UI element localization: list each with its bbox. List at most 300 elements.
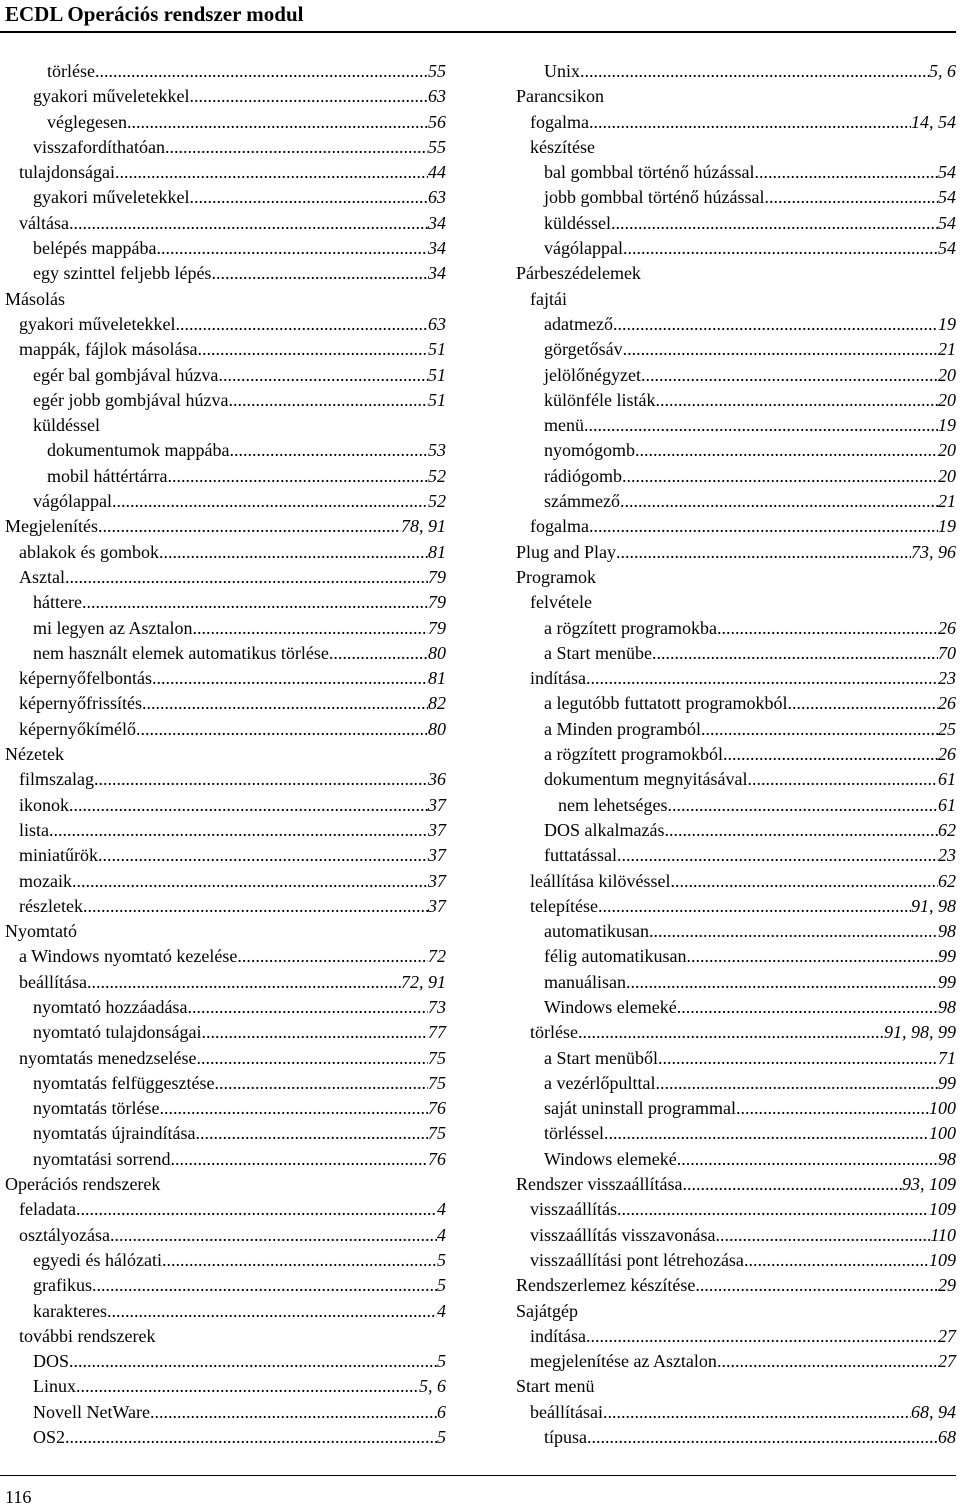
index-page-ref: 56	[428, 111, 446, 132]
index-entry	[0, 489, 446, 514]
index-page-ref: 76	[428, 1098, 446, 1119]
index-term: visszafordíthatóan	[33, 136, 165, 157]
index-entry	[0, 666, 446, 691]
index-entry	[0, 1046, 446, 1071]
dot-leader	[65, 565, 428, 590]
index-page-ref: 68	[938, 1427, 956, 1448]
index-entry	[0, 1147, 446, 1172]
index-term: visszaállítás	[530, 1199, 617, 1220]
index-page-ref: 51	[428, 339, 446, 360]
index-page-ref: 21	[938, 491, 956, 512]
dot-leader	[69, 1349, 437, 1374]
dot-leader	[329, 641, 428, 666]
index-term: készítése	[530, 136, 595, 157]
index-term: Rendszer visszaállítása	[516, 1174, 683, 1195]
index-page-ref: 37	[428, 794, 446, 815]
index-entry	[513, 767, 956, 792]
index-term: DOS	[33, 1351, 70, 1372]
dot-leader	[611, 211, 938, 236]
dot-leader	[167, 464, 428, 489]
index-entry	[0, 717, 446, 742]
index-page-ref: 26	[938, 693, 956, 714]
index-term: nyomtatás felfüggesztése	[33, 1072, 215, 1093]
index-entry	[0, 1273, 446, 1298]
dot-leader	[616, 540, 911, 565]
index-term: fogalma	[530, 516, 589, 537]
index-entry	[0, 1020, 446, 1045]
dot-leader	[214, 1071, 428, 1096]
index-entry	[0, 869, 446, 894]
dot-leader	[715, 1223, 930, 1248]
index-page-ref: 77	[428, 1022, 446, 1043]
index-term: dokumentum megnyitásával	[544, 769, 748, 790]
index-entry	[0, 970, 446, 995]
index-page-ref: 75	[428, 1123, 446, 1144]
index-term: Parancsikon	[516, 86, 604, 107]
index-entry	[0, 464, 446, 489]
index-entry	[0, 616, 446, 641]
index-entry	[0, 919, 446, 944]
dot-leader	[617, 843, 938, 868]
index-term: nyomtatás törlése	[33, 1098, 160, 1119]
index-term: nyomtató tulajdonságai	[33, 1022, 202, 1043]
index-page-ref: 78, 91	[401, 516, 446, 537]
index-entry	[513, 894, 956, 919]
index-page-ref: 100	[929, 1098, 956, 1119]
index-page-ref: 37	[428, 819, 446, 840]
index-term: Nézetek	[5, 744, 64, 765]
index-entry	[0, 742, 446, 767]
index-page-ref: 99	[938, 1072, 956, 1093]
index-term: fogalma	[530, 111, 589, 132]
dot-leader	[613, 312, 938, 337]
dot-leader	[686, 944, 938, 969]
index-page-ref: 68, 94	[911, 1401, 956, 1422]
dot-leader	[603, 1400, 911, 1425]
index-page-ref: 5	[437, 1351, 446, 1372]
dot-leader	[695, 1273, 938, 1298]
index-term: Windows elemeké	[544, 996, 677, 1017]
index-page-ref: 20	[938, 364, 956, 385]
dot-leader	[211, 261, 428, 286]
index-term: törléssel	[544, 1123, 604, 1144]
dot-leader	[65, 1425, 437, 1450]
index-page-ref: 37	[428, 870, 446, 891]
index-term: különféle listák	[544, 389, 656, 410]
dot-leader	[754, 160, 938, 185]
dot-leader	[598, 894, 911, 919]
index-page-ref: 5	[437, 1427, 446, 1448]
index-term: a Start menüből	[544, 1047, 658, 1068]
dot-leader	[175, 312, 428, 337]
index-entry	[513, 793, 956, 818]
index-entry	[513, 1197, 956, 1222]
index-entry	[513, 388, 956, 413]
dot-leader	[98, 514, 401, 539]
index-page-ref: 20	[938, 389, 956, 410]
index-term: osztályozása	[19, 1224, 110, 1245]
index-page-ref: 36	[428, 769, 446, 790]
index-term: Unix	[544, 61, 580, 81]
dot-leader	[152, 666, 428, 691]
index-page-ref: 54	[938, 238, 956, 259]
dot-leader	[589, 514, 938, 539]
index-entry	[513, 944, 956, 969]
index-term: gyakori műveletekkel	[33, 187, 190, 208]
index-term: OS2	[33, 1427, 66, 1448]
dot-leader	[92, 1273, 437, 1298]
index-entry	[513, 970, 956, 995]
dot-leader	[142, 691, 428, 716]
index-entry	[0, 1248, 446, 1273]
index-entry	[513, 1349, 956, 1374]
index-entry	[513, 185, 956, 210]
index-page-ref: 98	[938, 921, 956, 942]
index-page-ref: 37	[428, 845, 446, 866]
dot-leader	[701, 717, 938, 742]
dot-leader	[655, 388, 938, 413]
index-term: a legutóbb futtatott programokból	[544, 693, 788, 714]
index-page-ref: 52	[428, 465, 446, 486]
index-term: nyomtatási sorrend	[33, 1148, 171, 1169]
dot-leader	[110, 1223, 437, 1248]
index-page-ref: 19	[938, 313, 956, 334]
index-page-ref: 81	[428, 541, 446, 562]
index-term: képernyőkímélő	[19, 718, 136, 739]
index-page-ref: 61	[938, 769, 956, 790]
index-entry	[513, 438, 956, 463]
index-page-ref: 73	[428, 996, 446, 1017]
dot-leader	[159, 1096, 428, 1121]
dot-leader	[162, 1248, 437, 1273]
dot-leader	[195, 1121, 428, 1146]
dot-leader	[107, 1299, 437, 1324]
index-term: Programok	[516, 566, 596, 587]
index-page-ref: 54	[938, 162, 956, 183]
index-entry	[513, 464, 956, 489]
index-term: manuálisan	[544, 971, 626, 992]
index-entry	[513, 1400, 956, 1425]
index-term: jelölőnégyzet	[544, 364, 641, 385]
index-term: a vezérlőpulttal	[544, 1072, 656, 1093]
index-page-ref: 79	[428, 617, 446, 638]
index-term: jobb gombbal történő húzással	[544, 187, 765, 208]
index-entry	[0, 438, 446, 463]
index-entry	[513, 1248, 956, 1273]
index-term: dokumentumok mappába	[47, 440, 230, 461]
index-term: beállítása	[19, 971, 87, 992]
dot-leader	[623, 236, 938, 261]
index-page-ref: 82	[428, 693, 446, 714]
index-term: visszaállítás visszavonása	[530, 1224, 716, 1245]
index-page-ref: 19	[938, 516, 956, 537]
index-entry	[0, 160, 446, 185]
index-page-ref: 75	[428, 1047, 446, 1068]
dot-leader	[228, 388, 428, 413]
index-entry	[513, 489, 956, 514]
index-term: leállítása kilövéssel	[530, 870, 671, 891]
index-entry	[0, 211, 446, 236]
index-entry	[0, 793, 446, 818]
index-page-ref: 4	[437, 1199, 446, 1220]
index-term: feladata	[19, 1199, 76, 1220]
dot-leader	[744, 1248, 929, 1273]
index-term: törlése	[530, 1022, 578, 1043]
index-entry	[513, 160, 956, 185]
dot-leader	[189, 84, 428, 109]
dot-leader	[87, 970, 401, 995]
index-term: Másolás	[5, 288, 65, 309]
dot-leader	[736, 1096, 929, 1121]
index-term: a rögzített programokból	[544, 744, 723, 765]
dot-leader	[635, 438, 938, 463]
index-entry	[513, 211, 956, 236]
index-entry	[513, 236, 956, 261]
dot-leader	[604, 1121, 929, 1146]
index-term: mobil háttértárra	[47, 465, 168, 486]
index-page-ref: 44	[428, 162, 446, 183]
dot-leader	[192, 616, 428, 641]
dot-leader	[94, 767, 428, 792]
dot-leader	[170, 1147, 428, 1172]
header-title: ECDL Operációs rendszer modul	[5, 2, 304, 26]
index-page-ref: 93, 109	[902, 1174, 956, 1195]
dot-leader	[589, 110, 911, 135]
dot-leader	[586, 666, 938, 691]
dot-leader	[197, 337, 428, 362]
dot-leader	[620, 489, 938, 514]
index-page-ref: 26	[938, 744, 956, 765]
dot-leader	[723, 742, 938, 767]
dot-leader	[670, 869, 938, 894]
index-term: Sajátgép	[516, 1300, 578, 1321]
dot-leader	[83, 894, 428, 919]
dot-leader	[580, 59, 929, 84]
index-entry	[0, 312, 446, 337]
index-page-ref: 5, 6	[929, 61, 956, 81]
index-entry	[0, 185, 446, 210]
index-entry	[0, 59, 446, 84]
index-page-ref: 98	[938, 996, 956, 1017]
index-page-ref: 73, 96	[911, 541, 956, 562]
index-term: típusa	[544, 1427, 587, 1448]
index-entry	[513, 1046, 956, 1071]
index-page-ref: 29	[938, 1275, 956, 1296]
index-entry	[513, 1299, 956, 1324]
index-entry	[0, 363, 446, 388]
index-entry	[513, 1147, 956, 1172]
index-page-ref: 109	[929, 1199, 956, 1220]
index-entry	[513, 59, 956, 84]
index-page-ref: 91, 98	[911, 895, 956, 916]
index-term: fajtái	[530, 288, 567, 309]
index-entry	[513, 514, 956, 539]
index-entry	[0, 84, 446, 109]
index-term: filmszalag	[19, 769, 94, 790]
index-page-ref: 72	[428, 946, 446, 967]
dot-leader	[764, 185, 938, 210]
dot-leader	[641, 363, 938, 388]
index-entry	[513, 413, 956, 438]
index-term: Linux	[33, 1376, 76, 1397]
index-term: nyomtatás menedzselése	[19, 1047, 197, 1068]
index-entry	[0, 1374, 446, 1399]
index-entry	[0, 1197, 446, 1222]
dot-leader	[196, 1046, 428, 1071]
dot-leader	[787, 691, 938, 716]
index-entry	[513, 363, 956, 388]
index-entry	[0, 287, 446, 312]
index-page-ref: 63	[428, 86, 446, 107]
dot-leader	[72, 869, 428, 894]
index-entry	[513, 261, 956, 286]
index-entry	[513, 337, 956, 362]
dot-leader	[626, 970, 938, 995]
dot-leader	[229, 438, 428, 463]
index-term: vágólappal	[33, 491, 112, 512]
dot-leader	[587, 1425, 938, 1450]
dot-leader	[652, 641, 938, 666]
index-page-ref: 71	[938, 1047, 956, 1068]
page-number: 116	[5, 1487, 32, 1507]
index-page-ref: 6	[437, 1401, 446, 1422]
index-entry	[513, 843, 956, 868]
index-term: váltása	[19, 212, 69, 233]
index-entry	[513, 641, 956, 666]
index-term: küldéssel	[33, 415, 100, 436]
index-term: mappák, fájlok másolása	[19, 339, 198, 360]
dot-leader	[136, 717, 428, 742]
dot-leader	[682, 1172, 902, 1197]
index-page-ref: 70	[938, 642, 956, 663]
dot-leader	[658, 1046, 938, 1071]
index-entry	[0, 540, 446, 565]
index-entry	[513, 995, 956, 1020]
index-term: Windows elemeké	[544, 1148, 677, 1169]
index-entry	[513, 1223, 956, 1248]
dot-leader	[76, 1197, 437, 1222]
index-entry	[0, 894, 446, 919]
index-term: ablakok és gombok	[19, 541, 159, 562]
index-entry	[0, 261, 446, 286]
dot-leader	[156, 236, 428, 261]
dot-leader	[82, 590, 428, 615]
dot-leader	[76, 1374, 419, 1399]
index-entry	[0, 1096, 446, 1121]
dot-leader	[69, 793, 428, 818]
index-entry	[0, 1121, 446, 1146]
index-term: miniatűrök	[19, 845, 98, 866]
index-entry	[513, 590, 956, 615]
dot-leader	[649, 919, 938, 944]
footer-rule	[0, 1475, 956, 1476]
index-page-ref: 55	[428, 136, 446, 157]
index-term: mozaik	[19, 870, 72, 891]
index-entry	[0, 514, 446, 539]
index-page-ref: 4	[437, 1224, 446, 1245]
dot-leader	[622, 464, 938, 489]
index-term: DOS alkalmazás	[544, 819, 665, 840]
dot-leader	[187, 995, 428, 1020]
index-entry	[0, 110, 446, 135]
index-term: képernyőfrissítés	[19, 693, 142, 714]
index-entry	[513, 1324, 956, 1349]
index-page-ref: 19	[938, 415, 956, 436]
index-term: egér jobb gombjával húzva	[33, 389, 229, 410]
index-page-ref: 52	[428, 491, 446, 512]
index-term: a Windows nyomtató kezelése	[19, 946, 238, 967]
index-entry	[0, 767, 446, 792]
dot-leader	[189, 185, 428, 210]
index-page-ref: 80	[428, 718, 446, 739]
index-term: Párbeszédelemek	[516, 263, 641, 284]
index-term: beállításai	[530, 1401, 603, 1422]
index-term: menü	[544, 415, 584, 436]
index-page-ref: 34	[428, 263, 446, 284]
index-page-ref: 76	[428, 1148, 446, 1169]
index-entry	[513, 84, 956, 109]
index-entry	[513, 742, 956, 767]
index-term: a rögzített programokba	[544, 617, 717, 638]
index-term: a Minden programból	[544, 718, 701, 739]
index-page-ref: 99	[938, 946, 956, 967]
index-entry	[0, 1172, 446, 1197]
index-term: visszaállítási pont létrehozása	[530, 1249, 744, 1270]
dot-leader	[747, 767, 938, 792]
index-column-right	[513, 59, 956, 1450]
index-term: véglegesen	[47, 111, 127, 132]
index-page-ref: 51	[428, 364, 446, 385]
index-entry	[513, 1425, 956, 1450]
index-term: további rendszerek	[19, 1325, 156, 1346]
dot-leader	[586, 1324, 938, 1349]
dot-leader	[617, 1197, 929, 1222]
index-page-ref: 34	[428, 238, 446, 259]
index-page-ref: 63	[428, 187, 446, 208]
index-term: grafikus	[33, 1275, 92, 1296]
index-entry	[513, 818, 956, 843]
index-entry	[513, 1096, 956, 1121]
index-page-ref: 54	[938, 212, 956, 233]
dot-leader	[159, 540, 428, 565]
dot-leader	[677, 995, 938, 1020]
index-page-ref: 34	[428, 212, 446, 233]
index-entry	[0, 995, 446, 1020]
index-entry	[0, 1400, 446, 1425]
index-page-ref: 62	[938, 870, 956, 891]
index-entry	[0, 337, 446, 362]
index-entry	[0, 691, 446, 716]
index-term: ikonok	[19, 794, 70, 815]
index-page-ref: 61	[938, 794, 956, 815]
dot-leader	[237, 944, 428, 969]
dot-leader	[717, 1349, 938, 1374]
index-entry	[0, 590, 446, 615]
index-term: mi legyen az Asztalon	[33, 617, 193, 638]
index-term: görgetősáv	[544, 339, 623, 360]
index-entry	[0, 388, 446, 413]
index-page-ref: 80	[428, 642, 446, 663]
dot-leader	[218, 363, 428, 388]
index-page-ref: 72, 91	[401, 971, 446, 992]
index-term: háttere	[33, 592, 82, 613]
index-term: Rendszerlemez készítése	[516, 1275, 696, 1296]
index-term: Novell NetWare	[33, 1401, 150, 1422]
index-term: Operációs rendszerek	[5, 1174, 161, 1195]
index-page-ref: 53	[428, 440, 446, 461]
index-term: nyomtató hozzáadása	[33, 996, 188, 1017]
dot-leader	[112, 489, 428, 514]
